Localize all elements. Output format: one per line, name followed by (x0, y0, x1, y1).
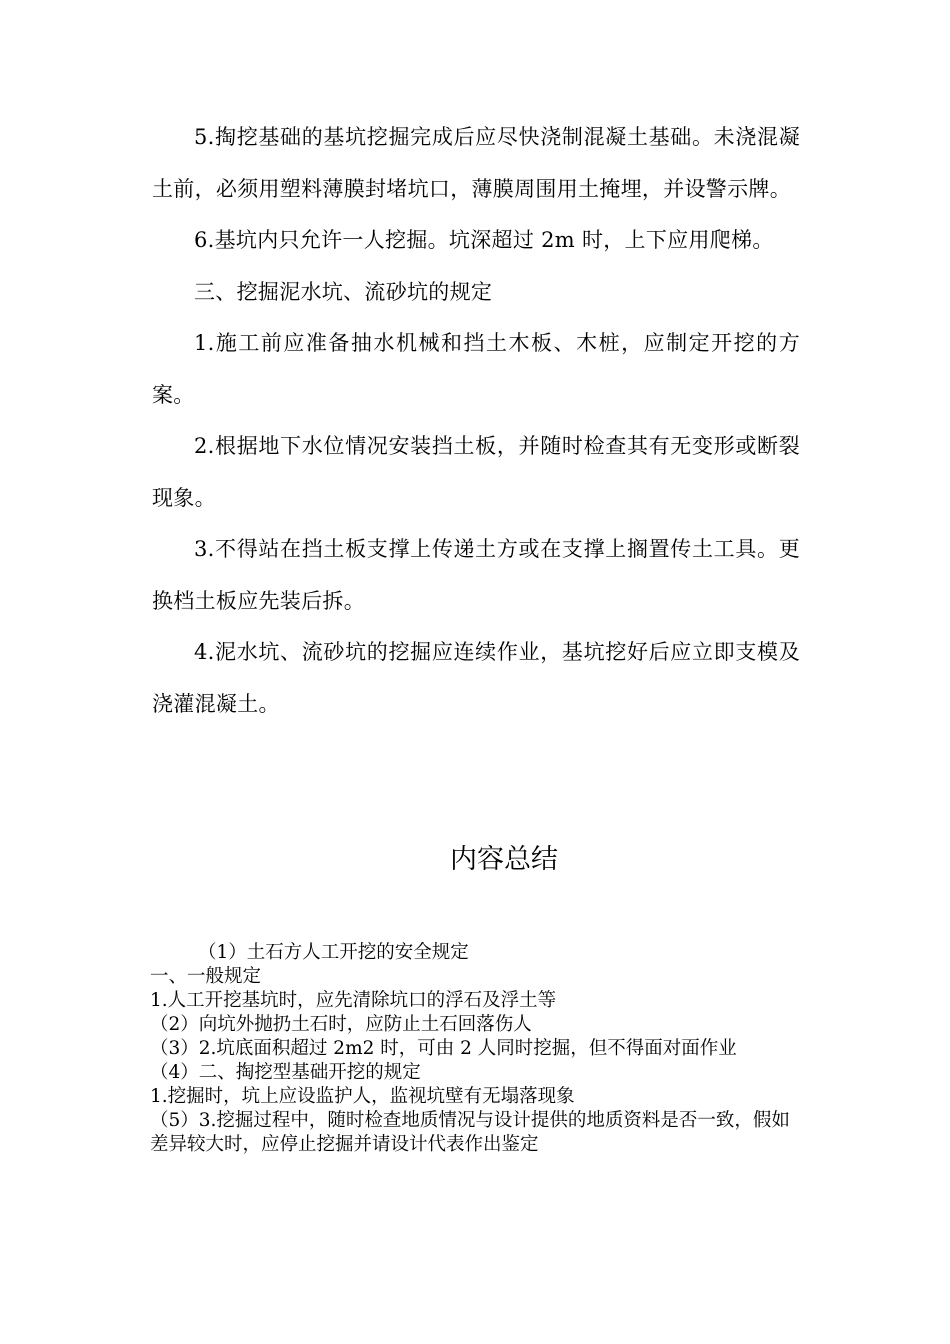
section-heading-3: 三、挖掘泥水坑、流砂坑的规定 (194, 279, 493, 304)
summary-title: 内容总结 (450, 844, 558, 875)
paragraph-section3-4: 4.泥水坑、流砂坑的挖掘应连续作业，基坑挖好后应立即支模及浇灌混凝土。 (152, 640, 800, 716)
document-body (152, 112, 800, 730)
summary-line: （1）土石方人工开挖的安全规定 (198, 942, 469, 963)
summary-block (150, 941, 790, 1157)
paragraph-5: 5.掏挖基础的基坑挖掘完成后应尽快浇制混凝土基础。未浇混凝土前，必须用塑料薄膜封堵坑口，薄膜周围用土掩埋，并设警示牌。 (152, 125, 800, 201)
summary-line: （3）2.坑底面积超过 2m2 时，可由 2 人同时挖掘，但不得面对面作业 (150, 1038, 737, 1059)
paragraph-section3-2: 2.根据地下水位情况安装挡土板，并随时检查其有无变形或断裂现象。 (152, 434, 800, 510)
summary-line: （5）3.挖掘过程中，随时检查地质情况与设计提供的地质资料是否一致，假如差异较大时，应停止挖掘并请设计代表作出鉴定 (150, 1110, 790, 1155)
summary-line: （4）二、掏挖型基础开挖的规定 (150, 1062, 421, 1083)
summary-line: （2）向坑外抛扔土石时，应防止土石回落伤人 (150, 1014, 532, 1035)
summary-line: 1.挖掘时，坑上应设监护人，监视坑壁有无塌落现象 (150, 1086, 575, 1107)
paragraph-section3-1: 1.施工前应准备抽水机械和挡土木板、木桩，应制定开挖的方案。 (152, 331, 800, 407)
paragraph-section3-3: 3.不得站在挡土板支撑上传递土方或在支撑上搁置传土工具。更换档土板应先装后拆。 (152, 537, 800, 613)
summary-line: 一、一般规定 (150, 966, 262, 987)
paragraph-6: 6.基坑内只允许一人挖掘。坑深超过 2m 时，上下应用爬梯。 (194, 228, 774, 252)
summary-line: 1.人工开挖基坑时，应先清除坑口的浮石及浮土等 (150, 990, 557, 1011)
